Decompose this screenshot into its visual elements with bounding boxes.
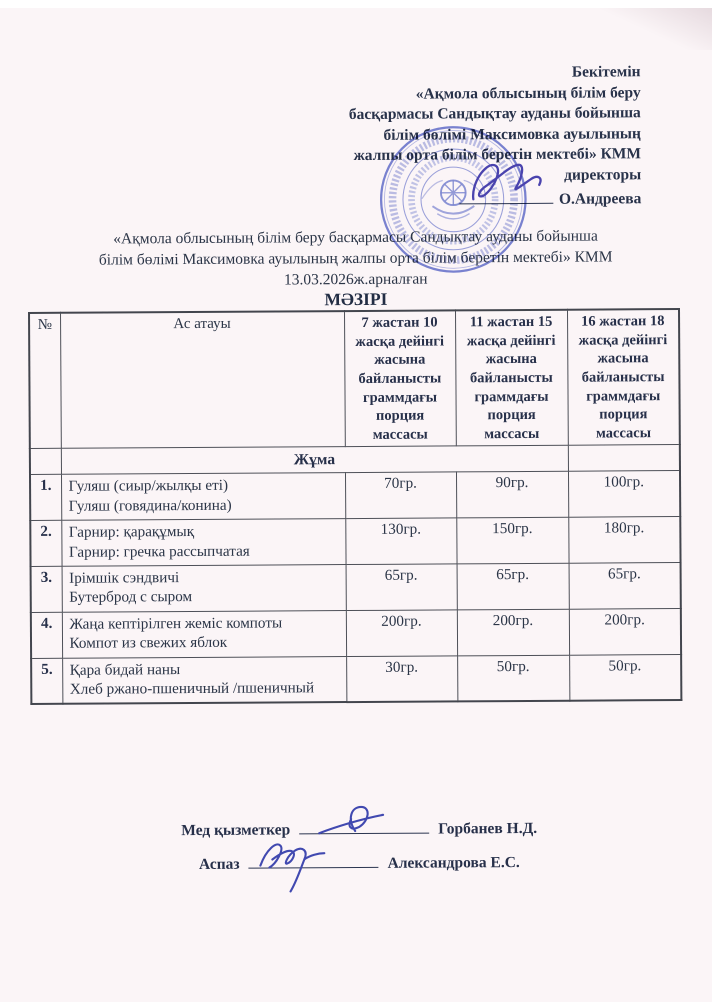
portion-7-10: 130гр. [345,518,456,564]
portion-11-15: 65гр. [457,563,569,609]
dish-name-ru: Гуляш (говядина/конина) [68,496,232,515]
intro-paragraph [9,225,701,271]
header-portion-16-18: 16 жастан 18 жасқа дейінгі жасына байланысты граммдағы порция массасы [567,309,680,445]
med-worker-name: Горбанев Н.Д. [438,820,538,838]
dish-name-ru: Хлеб ржано-пшеничный /пшеничный [69,679,315,698]
approval-line: білім бөлімі Максимовка ауылының [383,125,641,144]
director-name: О.Андреева [558,189,642,208]
dish-name-cell [61,519,345,567]
menu-title: МӘЗІРІ [324,288,388,310]
med-worker-signature-ink [317,803,387,837]
dish-name-ru: Бутерброд с сыром [69,588,193,607]
day-row-empty-cell [568,445,680,472]
table-header-row [29,309,680,449]
menu-table [28,308,682,705]
dish-name-kk: Ірімшік сэндвичі [69,569,180,587]
portion-16-18: 200гр. [569,608,681,654]
signatures-block [3,817,712,876]
dish-name-cell [62,610,346,658]
header-number: № [29,313,61,449]
signature-line [299,819,429,835]
dish-name-cell [61,473,345,521]
header-portion-7-10: 7 жастан 10 жасқа дейінгі жасына байланысты граммдағы порция массасы [344,311,456,447]
dish-name-kk: Гарнир: қарақұмық [68,523,195,541]
header-portion-11-15: 11 жастан 15 жасқа дейінгі жасына байланысты граммдағы порция массасы [455,310,568,446]
portion-7-10: 200гр. [346,610,457,656]
med-worker-label: Мед қызметкер [181,821,291,840]
cook-name: Александрова Е.С. [387,854,520,873]
approval-block [0,62,641,213]
row-number: 3. [31,566,62,612]
portion-16-18: 100гр. [568,471,680,517]
table-row [30,517,680,567]
signature-line [459,188,553,204]
dish-name-ru: Компот из свежих яблок [69,633,228,652]
portion-11-15: 200гр. [457,609,569,655]
intro-line: «Ақмола облысының білім беру басқармасы Сандықтау ауданы бойынша [113,227,598,248]
portion-16-18: 50гр. [569,654,681,701]
portion-16-18: 180гр. [568,517,680,563]
portion-7-10: 30гр. [346,655,457,702]
day-row [30,445,680,475]
dish-name-kk: Жаңа кептірілген жеміс компоты [69,614,283,633]
row-number: 2. [30,520,61,566]
dish-name-cell [62,565,346,613]
director-signature-row [0,188,641,214]
table-row [31,608,681,658]
day-label: Жұма [61,446,568,475]
approval-line: «Ақмола облысының білім беру [415,83,641,103]
dish-name-cell [62,656,346,704]
day-row-empty-cell [30,449,61,475]
header-dish-name: Ас атауы [60,311,345,448]
intro-line: білім бөлімі Максимовка ауылының жалпы орта білім беретін мектебі» КММ [98,248,613,269]
signature-line [249,853,379,869]
portion-7-10: 70гр. [345,472,456,518]
approval-line: жалпы орта білім беретін мектебі» КММ [353,145,642,165]
row-number: 4. [31,612,62,658]
dish-name-kk: Қара бидай наны [69,660,181,679]
portion-7-10: 65гр. [346,564,457,610]
dish-name-ru: Гарнир: гречка рассыпчатая [68,542,250,561]
approval-line: басқармасы Сандықтау ауданы бойынша [348,104,641,124]
approval-line: директоры [564,166,642,184]
row-number: 5. [31,658,62,705]
row-number: 1. [30,475,61,521]
cook-signature-ink [256,836,334,894]
table-row [30,471,680,521]
cook-label: Аспаз [198,856,240,874]
cook-signature-row [3,851,712,876]
table-row [31,654,681,704]
table-row [31,562,681,612]
med-worker-signature-row [3,817,712,842]
dish-name-kk: Гуляш (сиыр/жылқы еті) [68,477,229,496]
portion-16-18: 65гр. [569,562,681,608]
portion-11-15: 150гр. [456,517,568,563]
portion-11-15: 90гр. [456,472,568,518]
portion-11-15: 50гр. [457,655,569,702]
approval-line: Бекітемін [571,63,641,81]
menu-date: 13.03.2026ж.арналған [283,270,428,289]
